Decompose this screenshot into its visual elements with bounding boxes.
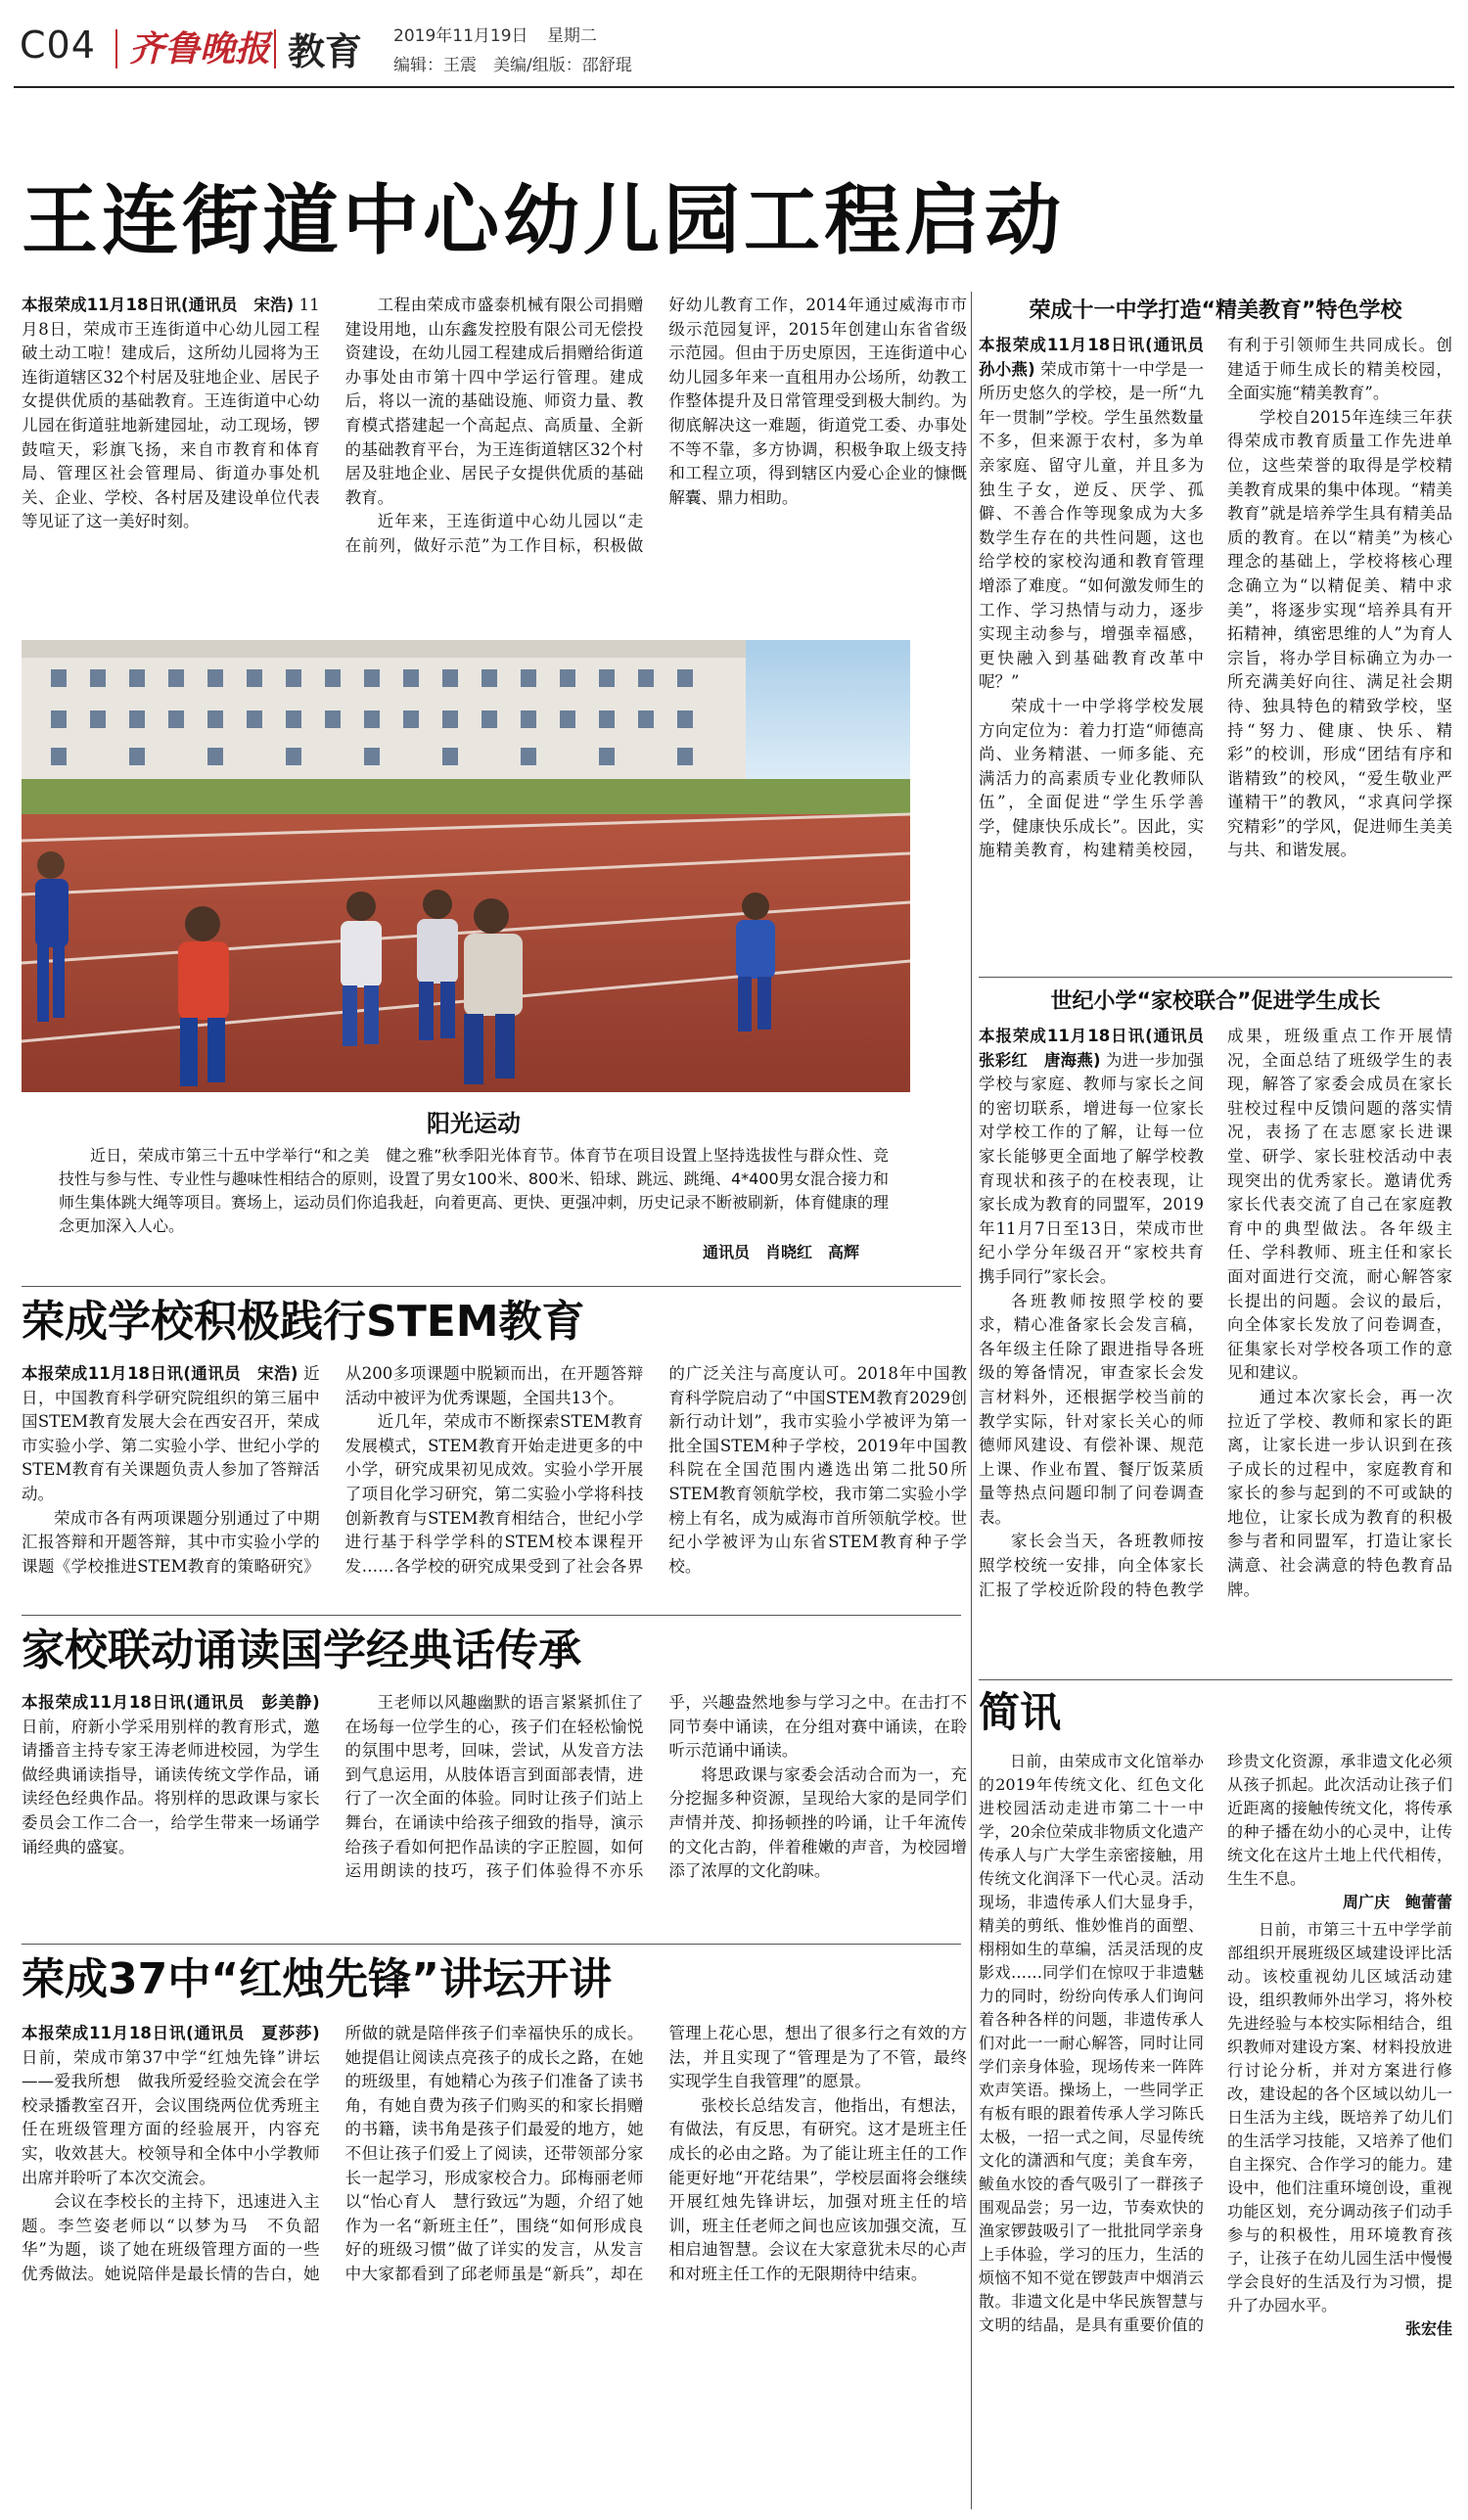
jingying-para-3: 学校自2015年连续三年获得荣成市教育质量工作先进单位，这些荣誉的取得是学校精美教育成果的集中体现。“精美教育”就是培养学生具有精美品质的教育。在以“精美”为核心理念的基础上，学校将核心理念确立为“以精促美、精中求美”，将逐步实现“培养具有开拓精神，缜密思维的人”为育人宗旨，将办学目标确立为办一所充满美好向往、满足社会期待、独具特色的精致学校，坚持“努力、健康、快乐、精彩”的校训，形成“团结有序和谐精致”的校风，“爱生敬业严谨精干”的教风，“求真问学探究精彩”的学风，促进师生美美与共、和谐发展。 xyxy=(1227,407,1452,860)
lead-para-1: 本报荣成11月18日讯(通讯员 宋浩) 11月8日，荣成市王连街道中心幼儿园工程破土动工啦！建成后，这所幼儿园将为王连街道辖区32个村居及驻地企业、居民子女提供优质的基础教育。王连街道中心幼儿园在街道驻地新建园址，动工现场，锣鼓喧天，彩旗飞扬，来自市教育和体育局、管理区社会管理局、街道办事处机关、企业、学校、各村居及建设单位代表等见证了这一美好时刻。 xyxy=(22,296,320,531)
classics-story-body xyxy=(22,1691,967,1930)
forum-para-2: 会议在李校长的主持下，迅速进入主题。李竺姿老师以“以梦为马 不负韶华”为题，谈了她在班级管理方面的一些优秀做法。她说陪伴是最长情的告白，她所做的就是陪伴孩子们幸福快乐的成长。她提倡让阅读点亮孩子的成长之路，在她的班级里，有她精心为孩子们准备了读书角，有她自费为孩子们购买的和家长捐赠的书籍，读书角是孩子们最爱的地方，她不但让孩子们爱上了阅读，还带领部分家长一起学习，形成家校合力。邱梅丽老师以“怡心育人 慧行致远”为题，介绍了她作为一名“新班主任”，围绕“如何形成良好的班级习惯”做了详实的发言，从发言中大家都看到了邱老师虽是“新兵”，却在管理上花心思，想出了很多行之有效的方法，并且实现了“管理是为了不管，最终实现学生自我管理”的愿景。 xyxy=(22,2024,967,2283)
parents-para-3: 家长会当天，各班教师按照学校统一安排，向全体家长汇报了学校近阶段的特色教学成果，班级重点工作开展情况，全面总结了班级学生的表现，解答了家委会成员在家长驻校过程中反馈问题的落实情况，表扬了在志愿家长进课堂、研学、家长驻校活动中表现突出的优秀家长。邀请优秀家长代表交流了自己在家庭教育中的典型做法。各年级主任、学科教师、班主任和家长面对面进行交流，耐心解答家长提出的问题。会议的最后，向全体家长发放了问卷调查，征集家长对学校各项工作的意见和建议。 xyxy=(979,1027,1452,1599)
brief-news-headline: 简讯 xyxy=(979,1688,1062,1736)
masthead xyxy=(0,0,1468,88)
stem-story-body xyxy=(22,1362,967,1601)
page-number: C04 xyxy=(20,23,96,67)
stem-dateline: 本报荣成11月18日讯(通讯员 宋浩) xyxy=(22,1364,298,1383)
editor-credits: 编辑：王震 美编/组版：邵舒琨 xyxy=(393,56,632,75)
forum-headline: 荣成37中“红烛先锋”讲坛开讲 xyxy=(22,1954,613,2004)
brief-item-2-author: 张宏佳 xyxy=(1404,2319,1452,2338)
weekday-text: 星期二 xyxy=(546,26,597,46)
lead-para-2: 工程由荣成市盛泰机械有限公司捐赠建设用地，山东鑫发控股有限公司无偿投资建设，在幼儿园工程建成后捐赠给街道办事处由市第十四中学运行管理。建成后，将以一流的基础设施、师资力量、教育模式搭建起一个高起点、高质量、全新的基础教育平台，为王连街道辖区32个村居及驻地企业、居民子女提供优质的基础教育。 xyxy=(344,296,644,507)
brief-column-divider xyxy=(971,1681,972,2509)
section-title: 教育 xyxy=(288,30,363,73)
sports-photo xyxy=(22,640,910,1092)
issue-date xyxy=(393,22,597,46)
jingying-para-2: 荣成十一中学将学校发展方向定位为：着力打造“师德高尚、业务精湛、一师多能、充满活力的高素质专业化教师队伍”，全面促进“学生乐学善学，健康快乐成长”。因此，实施精美教育，构建精美校园，有利于引领师生共同成长。创建适于师生成长的精美校园，全面实施“精美教育”。 xyxy=(979,336,1452,860)
photo-caption-title: 阳光运动 xyxy=(427,1110,521,1137)
parents-story xyxy=(979,985,1452,1698)
stem-headline: 荣成学校积极践行STEM教育 xyxy=(22,1297,585,1347)
classics-headline: 家校联动诵读国学经典话传承 xyxy=(22,1626,581,1675)
brief-news-body xyxy=(979,1750,1452,2509)
forum-story-body xyxy=(22,2022,967,2507)
lead-para-3: 近年来，王连街道中心幼儿园以“走在前列，做好示范”为工作目标，积极做好幼儿教育工作，2014年通过威海市市级示范园复评，2015年创建山东省省级示范园。但由于历史原因，王连街道中心幼儿园多年来一直租用办公场所，幼教工作整体提升及日常管理受到极大制约。为彻底解决这一难题，街道党工委、办事处不等不靠，多方协调，积极争取上级支持和工程立项，得到辖区内爱心企业的慷慨解囊、鼎力相助。 xyxy=(344,296,967,555)
parents-body xyxy=(979,1025,1452,1698)
parents-headline: 世纪小学“家校联合”促进学生成长 xyxy=(1050,989,1381,1014)
forum-para-1: 本报荣成11月18日讯(通讯员 夏莎莎) 日前，荣成市第37中学“红烛先锋”讲坛——爱我所想 做我所爱经验交流会在学校录播教室召开，会议围绕两位优秀班主任在班级管理方面的经验展开，内容充实，收效甚大。校领导和全体中小学教师出席并聆听了本次交流会。 xyxy=(22,2024,320,2187)
stem-para-1: 本报荣成11月18日讯(通讯员 宋浩) 近日，中国教育科学研究院组织的第三届中国STEM教育发展大会在西安召开，荣成市实验小学、第二实验小学、世纪小学的STEM教育有关课题负责人参加了答辩活动。 xyxy=(22,1364,320,1503)
paper-name-logo: 齐鲁晚报 xyxy=(129,28,271,69)
masthead-divider xyxy=(115,29,117,69)
photo-caption-text: 近日，荣成市第三十五中学举行“和之美 健之雅”秋季阳光体育节。体育节在项目设置上坚持选拔性与群众性、竞技性与参与性、专业性与趣味性相结合的原则，设置了男女100米、800米、铅球、跳远、跳绳、4*400男女混合接力和师生集体跳大绳等项目。赛场上，运动员们你追我赶，向着更高、更快、更强冲刺，历史记录不断被刷新，体育健康的理念更加深入人心。 xyxy=(59,1146,890,1235)
photo-bottom-rule xyxy=(22,1286,961,1287)
right-column-divider xyxy=(971,292,972,1681)
parents-dateline: 本报荣成11月18日讯(通讯员 张彩红 唐海燕) xyxy=(979,1027,1220,1070)
jingying-story xyxy=(979,294,1452,1007)
jingying-bottom-rule xyxy=(979,977,1452,978)
brief-item-2-text: 日前，市第三十五中学学前部组织开展班级区域建设评比活动。该校重视幼儿区域活动建设，组织教师外出学习，将外校先进经验与本校实际相结合，组织教师对建设方案、材料投放进行讨论分析，并对方案进行修改，建设起的各个区域以幼儿一日生活为主线，既培养了幼儿们的生活学习技能，又培养了他们自主探究、合作学习的能力。建设中，他们注重环境创设，重视功能区划，充分调动孩子们动手参与的积极性，用环境教育孩子，让孩子在幼儿园生活中慢慢学会良好的生活及行为习惯，提升了办园水平。 xyxy=(1227,1920,1452,2314)
brief-item-1-author: 周广庆 鲍蕾蕾 xyxy=(1342,1893,1452,1911)
date-text: 2019年11月19日 xyxy=(393,26,528,46)
lead-story-body xyxy=(22,294,967,622)
photo-caption xyxy=(59,1104,889,1262)
classics-para-2: 王老师以风趣幽默的语言紧紧抓住了在场每一位学生的心，孩子们在轻松愉悦的氛围中思考，回味，尝试，从发音方法到气息运用，从肢体语言到面部表情，进行了一次全面的体验。同时让孩子们站上舞台，在诵读中给孩子细致的指导，演示给孩子看如何把作品读的字正腔圆，如何运用朗读的技巧，孩子们体验得不亦乐乎，兴趣盎然地参与学习之中。在击打不同节奏中诵读，在分组对赛中诵读，在聆听示范诵中诵读。 xyxy=(344,1693,967,1881)
masthead-divider xyxy=(274,29,276,69)
masthead-rule xyxy=(14,86,1454,88)
jingying-dateline: 本报荣成11月18日讯(通讯员 孙小燕) xyxy=(979,336,1220,379)
photo-illustration xyxy=(22,640,910,1092)
jingying-para-1: 本报荣成11月18日讯(通讯员 孙小燕) 荣成市第十一中学是一所历史悠久的学校，是一所“九年一贯制”学校。学生虽然数量不多，但来源于农村，多为单亲家庭、留守儿童，并且多为独生子女，逆反、厌学、孤僻、不善合作等现象成为大多数学生存在的共性问题，这也给学校的家校沟通和教育管理增添了难度。“如何激发师生的工作、学习热情与动力，逐步实现主动参与，增强幸福感，更快融入到基础教育改革中呢？” xyxy=(979,336,1220,692)
parents-para-4: 通过本次家长会，再一次拉近了学校、教师和家长的距离，让家长进一步认识到在孩子成长的过程中，家庭教育和家长的参与起到的不可或缺的地位，让家长成为教育的积极参与者和同盟军，打造让家长满意、社会满意的特色教育品牌。 xyxy=(1227,1387,1452,1599)
jingying-headline: 荣成十一中学打造“精美教育”特色学校 xyxy=(1029,298,1402,323)
stem-para-3: 近几年，荣成市不断探索STEM教育发展模式，STEM教育开始走进更多的中小学，研究成果初见成效。实验小学开展了项目化学习研究，第二实验小学将科技创新教育与STEM教育相结合，世纪小学进行基于科学学科的STEM校本课程开发……各学校的研究成果受到了社会各界的广泛关注与高度认可。2018年中国教育科学院启动了“中国STEM教育2029创新行动计划”，我市实验小学被评为第一批全国STEM种子学校，2019年中国教科院在全国范围内遴选出第二批50所STEM教育领航学校，我市第二实验小学榜上有名，成为威海市首所领航学校。世纪小学被评为山东省STEM教育种子学校。 xyxy=(344,1364,967,1576)
stem-bottom-rule xyxy=(22,1615,961,1616)
forum-dateline: 本报荣成11月18日讯(通讯员 夏莎莎) xyxy=(22,2024,320,2042)
classics-bottom-rule xyxy=(22,1944,961,1945)
stem-para-2: 荣成市各有两项课题分别通过了中期汇报答辩和开题答辩，其中市实验小学的课题《学校推进STEM教育的策略研究》从200多项课题中脱颖而出，在开题答辩活动中被评为优秀课题，全国共13个。 xyxy=(22,1364,644,1576)
forum-para-3: 张校长总结发言，他指出，有想法，有做法，有反思，有研究。这才是班主任成长的必由之路。为了能让班主任的工作能更好地“开花结果”，学校层面将会继续开展红烛先锋讲坛，加强对班主任的培训，班主任老师之间也应该加强交流，互相启迪智慧。会议在大家意犹未尽的心声和对班主任工作的无限期待中结束。 xyxy=(668,2095,967,2283)
classics-dateline: 本报荣成11月18日讯(通讯员 彭美静) xyxy=(22,1693,320,1712)
classics-para-1: 本报荣成11月18日讯(通讯员 彭美静) 日前，府新小学采用别样的教育形式，邀请播音主持专家王涛老师进校园，为学生做经典诵读指导，诵读传统文学作品，诵读经色经典作品。将别样的思政课与家长委员会工作二合一，给学生带来一场诵学诵经典的盛宴。 xyxy=(22,1693,320,1856)
lead-dateline: 本报荣成11月18日讯(通讯员 宋浩) xyxy=(22,296,295,314)
jingying-body xyxy=(979,334,1452,1007)
brief-item-1-text: 日前，由荣成市文化馆举办的2019年传统文化、红色文化进校园活动走进市第二十一中学，20余位荣成非物质文化遗产传承人与广大学生亲密接触，用传统文化润泽下一代心灵。活动现场，非遗传承人们大显身手，精美的剪纸、惟妙惟肖的面塑、栩栩如生的草编，活灵活现的皮影戏……同学们在惊叹于非遗魅力的同时，纷纷向传承人们询问着各种各样的问题，非遗传承人们对此一一耐心解答，同时让同学们亲身体验，现场传来一阵阵欢声笑语。操场上，一些同学正有板有眼的跟着传承人学习陈氏太极，一招一式之间，尽显传统文化的潇洒和气度；美食车旁，鲅鱼水饺的香气吸引了一群孩子围观品尝；另一边，节奏欢快的渔家锣鼓吸引了一批批同学亲身上手体验，学习的压力，生活的烦恼不知不觉在锣鼓声中烟消云散。非遗文化是中华民族智慧与文明的结晶，是具有重要价值的珍贵文化资源，承非遗文化必须从孩子抓起。此次活动让孩子们近距离的接触传统文化，将传承的种子播在幼小的心灵中，让传统文化在这片土地上代代相传，生生不息。 xyxy=(979,1752,1452,2334)
lead-headline: 王连街道中心幼儿园工程启动 xyxy=(22,177,1066,265)
parents-para-1: 本报荣成11月18日讯(通讯员 张彩红 唐海燕) 为进一步加强学校与家庭、教师与家长之间的密切联系，增进每一位家长对学校工作的了解，让每一位家长能够更全面地了解学校教育现状和孩子的在校表现，让家长成为教育的同盟军，2019年11月7日至13日，荣成市世纪小学分年级召开“家校共育 携手同行”家长会。 xyxy=(979,1027,1220,1286)
parents-para-2: 各班教师按照学校的要求，精心准备家长会发言稿，各年级主任除了跟进指导各班级的筹备情况，审查家长会发言材料外，还根据学校当前的教学实际，针对家长关心的师德师风建设、有偿补课、规范上课、作业布置、餐厅饭菜质量等热点问题印制了问卷调查表。 xyxy=(979,1291,1204,1527)
parents-bottom-rule xyxy=(979,1679,1452,1680)
classics-para-3: 将思政课与家委会活动合而为一，充分挖掘多种资源，呈现给大家的是同学们声情并茂、抑扬顿挫的吟诵，让千年流传的文化古韵，伴着稚嫩的声音，为校园增添了浓厚的文化韵味。 xyxy=(668,1764,967,1881)
photo-credit: 通讯员 肖晓红 高辉 xyxy=(702,1243,859,1261)
